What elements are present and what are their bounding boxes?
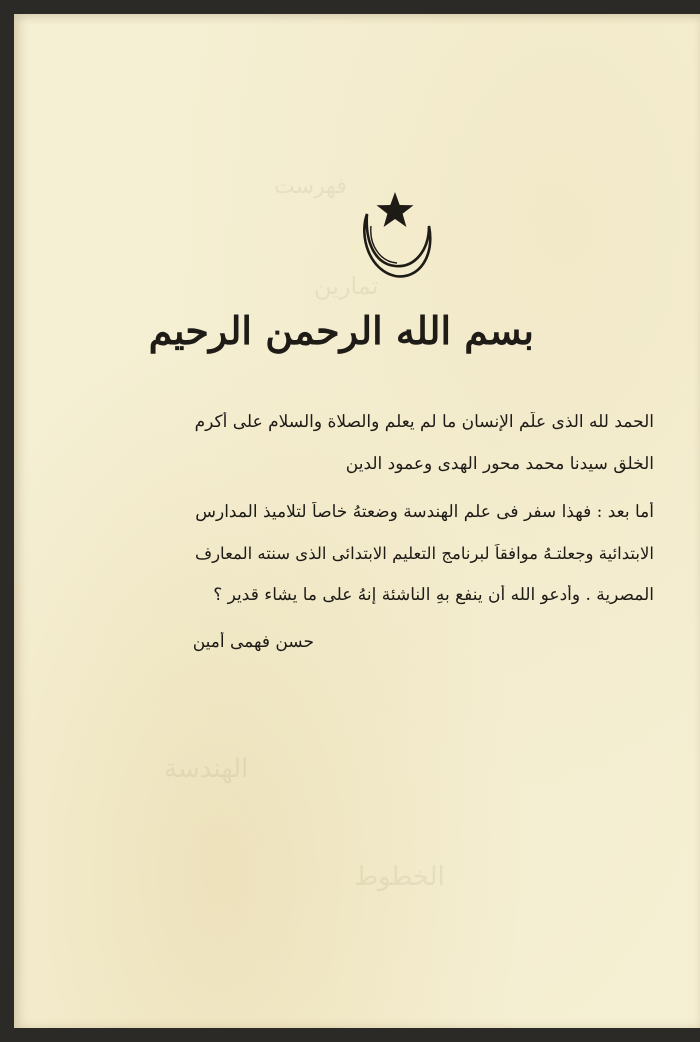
document-page [14, 14, 700, 1028]
paragraph1-line2: الخلق سيدنا محمد محور الهدى وعمود الدين [345, 454, 654, 474]
paragraph2-line1: أما بعد : فهذا سفر فى علم الهندسة وضعتهُ خاصاً لتلاميذ المدارس [195, 502, 654, 522]
show-through-text: فهرست [274, 174, 347, 199]
basmala-heading: بسم الله الرحمن الرحيم [148, 308, 534, 353]
author-signature: حسن فهمى أمين [192, 632, 314, 652]
crescent-star-icon [355, 190, 435, 282]
paragraph2-line2: الابتدائية وجعلتـهُ موافقاً لبرنامج التعليم الابتدائى الذى سنته المعارف [194, 544, 654, 563]
show-through-text: تمارين [314, 272, 379, 300]
paragraph1-line1: الحمد لله الذى علّم الإنسان ما لم يعلم والصلاة والسلام على أكرم [194, 412, 654, 432]
show-through-text: الخطوط [354, 862, 445, 892]
show-through-text: الهندسة [164, 754, 249, 784]
paragraph2-line3: المصرية . وأدعو الله أن ينفع بهِ الناشئة إنهُ على ما يشاء قدير ؟ [213, 585, 654, 605]
